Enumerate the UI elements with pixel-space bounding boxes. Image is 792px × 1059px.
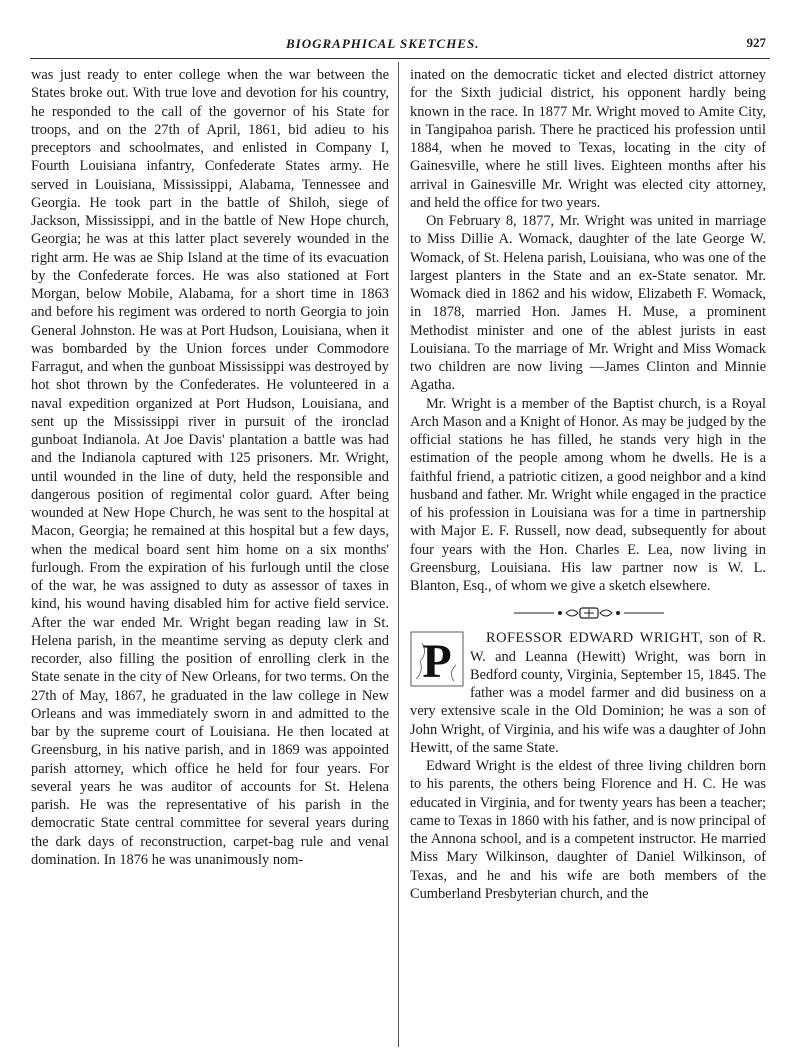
right-paragraph-2: On February 8, 1877, Mr. Wright was united in marriage to Miss Dillie A. Womack, daughter of the late George W. Womack, of St. Helena parish, Louisiana, who was one of the largest planters in the State and an ex-State senator. Mr. Womack died in 1862 and his widow, Elizabeth F. Womack, in 1878, married Hon. James H. Muse, a prominent Methodist minister and one of the ablest jurists in east Louisiana. To the marriage of Mr. Wright and Miss Womack two children are now living —James Clinton and Minnie Agatha.: [410, 213, 766, 394]
right-column: [410, 66, 766, 903]
drop-cap-letter: P: [422, 635, 452, 688]
column-divider: [398, 62, 399, 1047]
page-number: 927: [746, 35, 766, 50]
right-paragraph-5: Edward Wright is the eldest of three living children born to his parents, the others being Florence and H. C. He was educated in Virginia, and for twenty years has been a teacher; came to Texas in 1860 with his father, and is now principal of the Annona school, and is a competent instructor. He married Miss Mary Wilkinson, daughter of Daniel Wilkinson, of Texas, and he and his wife are both members of the Cumberland Presbyterian church, and the: [410, 758, 766, 902]
left-column: [31, 66, 389, 869]
ornament-divider-icon: [514, 607, 664, 619]
bio-subject-name: ROFESSOR EDWARD WRIGHT,: [486, 630, 704, 647]
header-rule: [30, 58, 770, 59]
section-ornament: [410, 595, 766, 629]
left-column-paragraph: was just ready to enter college when the war between the States broke out. With true love and devotion for his country, he responded to the call of the governor of his State for troops, and on the 27th of April, 1861, bid adieu to his preceptors and schoolmates, and enlisted in Company I, Fourth Louisiana infantry, Confederate States army. He served in Louisiana, Mississippi, Alabama, Tennessee and Georgia. He took part in the battle of Shiloh, siege of Jackson, Mississippi, and in the battle of New Hope church, Georgia; he was at this latter plact severely wounded in the right arm. He was ae Ship Island at the time of its evacuation by the Confederate forces. He was also stationed at Fort Morgan, below Mobile, Alabama, for a short time in 1863 and before his regiment was ordered to north Georgia to join General Johnston. He was at Port Hudson, Louisiana, when it was bombarded by the Union forces under Commodore Farragut, and when the gunboat Mississippi was destroyed by hot shot thrown by the Confederates. He volunteered in a naval expedition organized at Port Hudson, Louisiana, and sent up the Mississippi river in pursuit of the ironclad gunboat Indianola. At Joe Davis' plantation a battle was had and the Indianola captured with 125 prisoners. Mr. Wright, until wounded in the line of duty, held the responsible and dangerous position of regimental color guard. After being wounded at New Hope Church, he was sent to the hospital at Macon, Georgia; he remained at this hospital but a few days, when the medical board sent him home on a six months' furlough. From the expiration of his furlough until the close of the war, he was assigned to duty as assessor of taxes in kind, his wound having disabled him for active field service. After the war ended Mr. Wright began reading law in St. Helena parish, in the meantime serving as deputy clerk and recorder, also filling the position of enrolling clerk in the State senate in the city of New Orleans, for two terms. On the 27th of May, 1867, he graduated in the law college in New Orleans and was immediately sworn in and admitted to the bar by the supreme court of Louisiana. He then located at Greensburg, in his native parish, and in 1869 was appointed parish attorney, which office he held for four years. For several years he was auditor of accounts for St. Helena parish. He was the representative of his parish in the democratic State central committee for several years during the dark days of reconstruction, carpet-bag rule and venal domination. In 1876 he was unanimously nom-: [31, 67, 389, 868]
right-paragraph-3: Mr. Wright is a member of the Baptist church, is a Royal Arch Mason and a Knight of Honor. As may be judged by the official stations he has filled, he stands very high in the estimation of the people among whom he dwells. He is a faithful friend, a patriotic citizen, a good neighbor and a kind husband and father. Mr. Wright while engaged in the practice of his profession in Louisiana was for a time in partnership with Major E. F. Russell, now dead, subsequently for about four years with the Hon. Charles E. Lea, now living in Greensburg, Louisiana. His law partner now is W. L. Blanton, Esq., of whom we give a sketch elsewhere.: [410, 395, 766, 594]
decorative-initial-p: [410, 631, 464, 687]
right-paragraph-1: inated on the democratic ticket and elected district attorney for the Sixth judicial district, his opponent hardly being known in the race. In 1877 Mr. Wright moved to Amite City, in Tangipahoa parish. There he practiced his profession until 1884, when he moved to Texas, locating in the city of Gainesville, where he still lives. Eighteen months after his arrival in Gainesville Mr. Wright was elected city attorney, and held the office for two years.: [410, 67, 766, 211]
bio-intro-text: son of R. W. and Leanna (Hewitt) Wright, was born in Bedford county, Virginia, September 15, 1845. The father was a model farmer and did business on a very extensive scale in the Old Dominion; he was a son of John Wright, of Virginia, and his wife was a daughter of John Hewitt, of the same State.: [410, 630, 766, 756]
running-header: BIOGRAPHICAL SKETCHES.: [286, 36, 480, 51]
bio-entry-edward-wright: [410, 629, 766, 757]
